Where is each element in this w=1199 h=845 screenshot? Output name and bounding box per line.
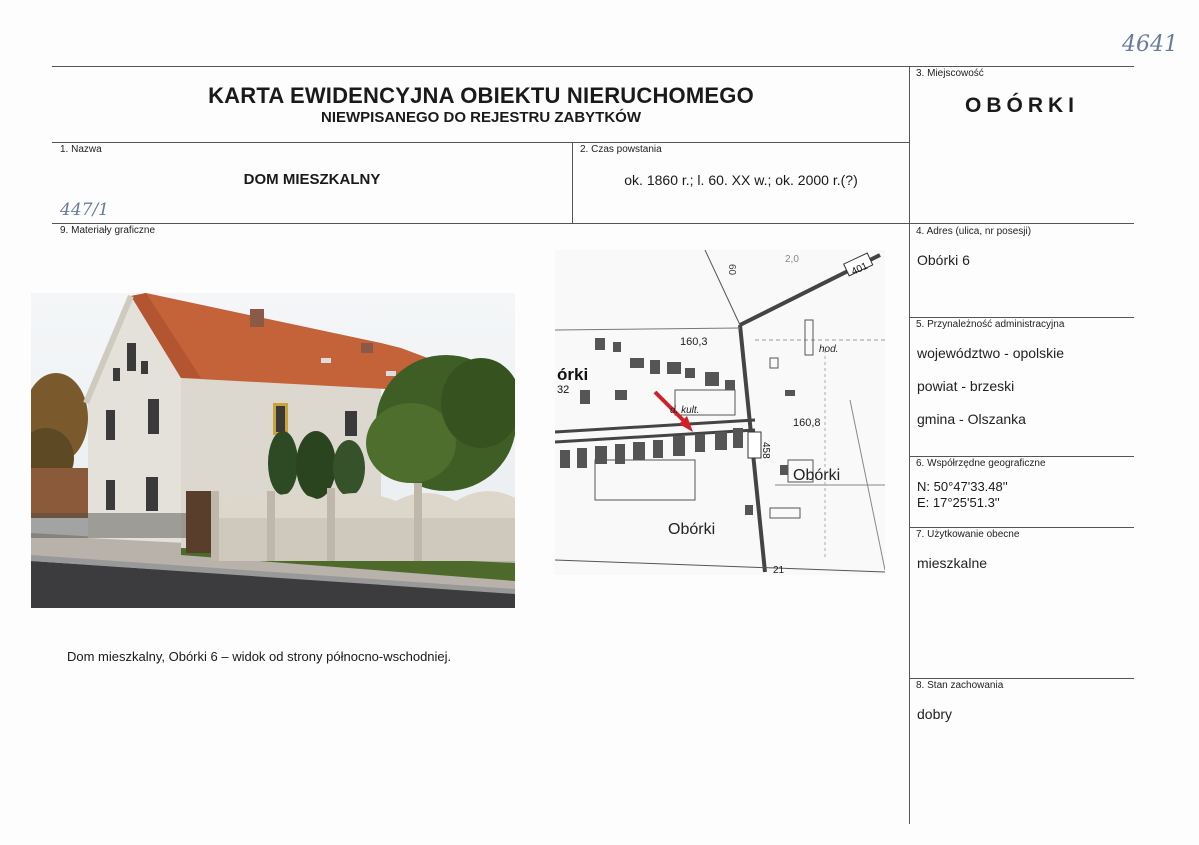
map-num-32: 32 [557, 384, 570, 396]
photo-caption: Dom mieszkalny, Obórki 6 – widok od strony północno-wschodniej. [67, 649, 452, 664]
house-photo [31, 293, 515, 608]
map-num-60: 60 [726, 264, 737, 276]
handwritten-number-left: 447/1 [60, 200, 109, 220]
map-road-458: 458 [760, 442, 771, 459]
field-value-uzytkowanie: mieszkalne [917, 555, 988, 571]
document-subtitle: NIEWPISANEGO DO REJESTRU ZABYTKÓW [320, 109, 642, 126]
map-kult: d. kult. [670, 405, 700, 416]
field-label-adres: 4. Adres (ulica, nr posesji) [916, 226, 1032, 237]
field-value-miejscowosc: OBÓRKI [965, 94, 1079, 117]
field-label-wspolrzedne: 6. Współrzędne geograficzne [916, 458, 1046, 469]
map-place-2: Obórki [668, 521, 716, 538]
admin-county: powiat - brzeski [917, 378, 1015, 394]
rule-6 [910, 456, 1134, 457]
document-title: KARTA EWIDENCYJNA OBIEKTU NIERUCHOMEGO [208, 83, 754, 108]
handwritten-number-top: 4641 [1122, 32, 1178, 57]
rule-5 [910, 317, 1134, 318]
rule-8 [910, 678, 1134, 679]
field-value-stan: dobry [917, 706, 953, 722]
field-value-nazwa: DOM MIESZKALNY [243, 171, 381, 188]
map-place-cut: órki [557, 365, 589, 384]
coordinate-north: N: 50°47'33.48'' [917, 479, 1008, 494]
admin-commune: gmina - Olszanka [917, 411, 1026, 427]
row1-bottom-rule [52, 223, 1134, 224]
map-num-20: 2,0 [785, 254, 799, 265]
field-value-adres: Obórki 6 [917, 252, 970, 268]
field-label-materialy: 9. Materiały graficzne [60, 225, 156, 236]
admin-voivodeship: województwo - opolskie [917, 345, 1065, 361]
field-label-nazwa: 1. Nazwa [60, 144, 102, 155]
field-value-czas: ok. 1860 r.; l. 60. XX w.; ok. 2000 r.(?) [624, 172, 858, 188]
map-elev-1: 160,3 [680, 336, 708, 348]
field-label-uzytkowanie: 7. Użytkowanie obecne [916, 529, 1020, 540]
map-elev-2: 160,8 [793, 417, 821, 429]
map-hod: hod. [819, 344, 839, 355]
field-label-stan: 8. Stan zachowania [916, 680, 1004, 691]
location-map [555, 250, 885, 575]
map-road-401: 401 [849, 260, 870, 278]
field-label-przynaleznosc: 5. Przynależność administracyjna [916, 319, 1065, 330]
field-label-miejscowosc: 3. Miejscowość [916, 68, 984, 79]
map-num-21: 21 [773, 565, 785, 575]
top-rule [52, 66, 1134, 67]
map-place-1: Obórki [793, 467, 841, 484]
rule-7 [910, 527, 1134, 528]
header-bottom-rule [52, 142, 910, 143]
coordinate-east: E: 17°25'51.3'' [917, 495, 1000, 510]
field-label-czas: 2. Czas powstania [580, 144, 662, 155]
